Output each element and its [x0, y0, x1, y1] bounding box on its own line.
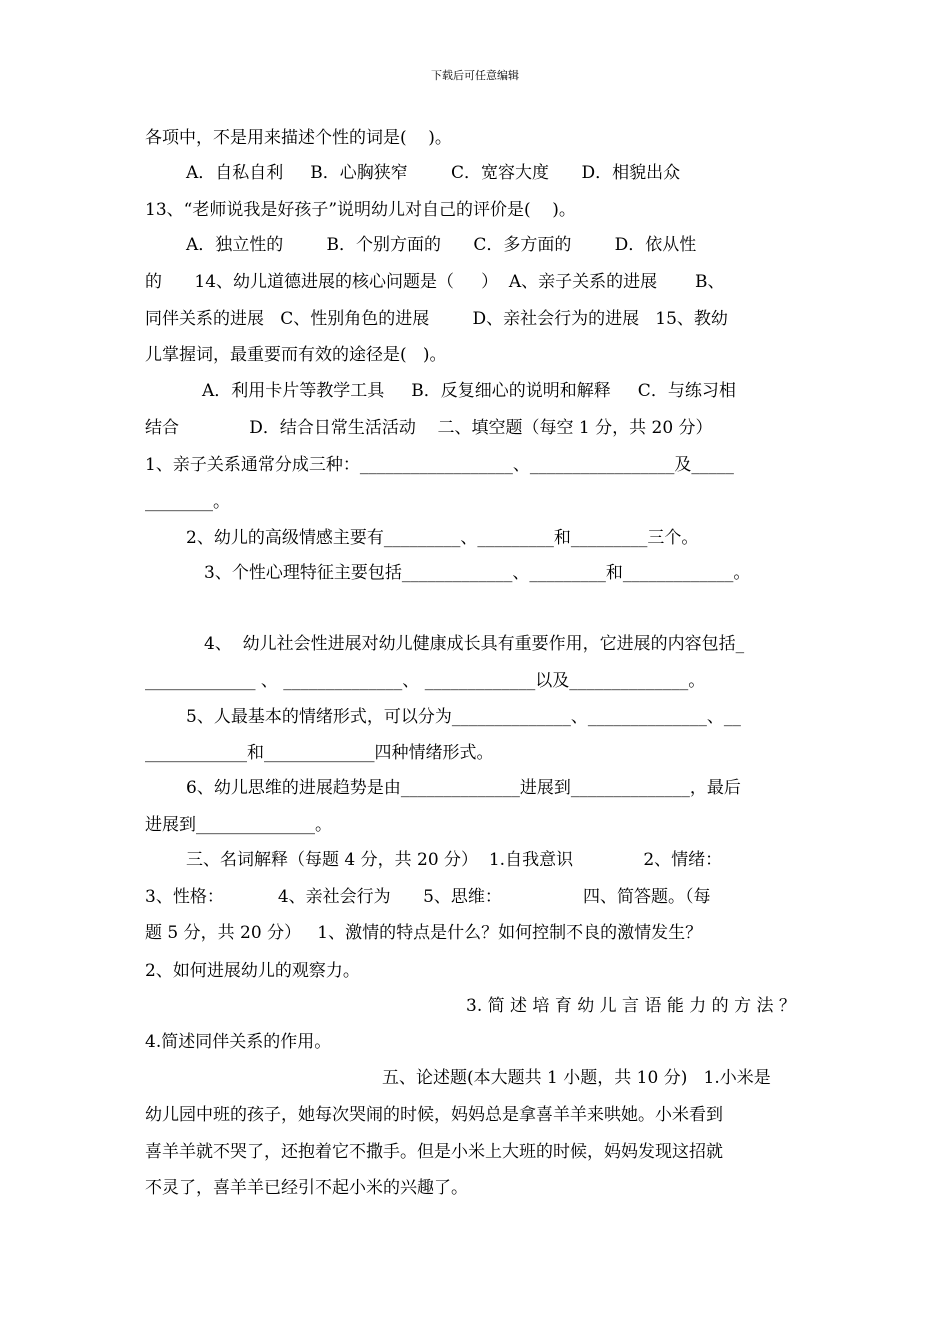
text-line: _____________ 、 ______________、 _____________以及______________。 [145, 671, 706, 691]
text-line: 五、论述题(本大题共 1 小题，共 10 分) 1.小米是 [382, 1068, 771, 1088]
text-line: A．自私自利 B．心胸狭窄 C．宽容大度 D．相貌出众 [186, 163, 681, 183]
text-line: ________。 [145, 492, 230, 512]
text-line: 儿掌握词，最重要而有效的途径是( )。 [145, 345, 447, 365]
text-line: 2、幼儿的高级情感主要有_________、_________和_________三个。 [186, 528, 699, 548]
text-line: 的 14、幼儿道德进展的核心问题是（ ） A、亲子关系的进展 B、 [145, 272, 725, 292]
text-line: ____________和_____________四种情绪形式。 [145, 743, 494, 763]
text-line: 13、“老师说我是好孩子”说明幼儿对自己的评价是( )。 [145, 200, 576, 220]
text-line: 同伴关系的进展 C、性别角色的进展 D、亲社会行为的进展 15、教幼 [145, 309, 728, 329]
text-line: 1、亲子关系通常分成三种：__________________、_________________及_____ [145, 455, 734, 475]
text-line: 不灵了，喜羊羊已经引不起小米的兴趣了。 [145, 1178, 468, 1198]
text-line: 题 5 分，共 20 分） 1、激情的特点是什么？如何控制不良的激情发生？ [145, 923, 703, 943]
text-line: 结合 D．结合日常生活活动 二、填空题（每空 1 分，共 20 分） [145, 418, 713, 438]
text-line: 6、幼儿思维的进展趋势是由______________进展到______________，最后 [186, 778, 741, 798]
text-line: 3. 简 述 培 育 幼 儿 言 语 能 力 的 方 法 ？ [466, 996, 796, 1016]
text-line: A．利用卡片等教学工具 B．反复细心的说明和解释 C．与练习相 [202, 381, 736, 401]
text-line: 4、 幼儿社会性进展对幼儿健康成长具有重要作用，它进展的内容包括_ [204, 634, 745, 654]
text-line: 4.简述同伴关系的作用。 [145, 1032, 332, 1052]
text-line: 三、名词解释（每题 4 分，共 20 分） 1.自我意识 2、情绪： [186, 850, 723, 870]
text-line: 幼儿园中班的孩子，她每次哭闹的时候，妈妈总是拿喜羊羊来哄她。小米看到 [145, 1105, 723, 1125]
text-line: 5、人最基本的情绪形式，可以分为______________、______________、__ [186, 707, 741, 727]
text-line: A．独立性的 B．个别方面的 C．多方面的 D．依从性 [186, 235, 697, 255]
text-line: 喜羊羊就不哭了，还抱着它不撒手。但是小米上大班的时候，妈妈发现这招就 [145, 1142, 723, 1162]
text-line: 各项中，不是用来描述个性的词是( )。 [145, 128, 452, 148]
text-line: 进展到______________。 [145, 815, 332, 835]
text-line: 3、性格： 4、亲社会行为 5、思维： 四、简答题。（每 [145, 887, 711, 907]
text-line: 3、个性心理特征主要包括_____________、_________和_____________。 [204, 563, 751, 583]
text-line: 2、如何进展幼儿的观察力。 [145, 961, 360, 981]
page-header: 下载后可任意编辑 [431, 69, 519, 82]
